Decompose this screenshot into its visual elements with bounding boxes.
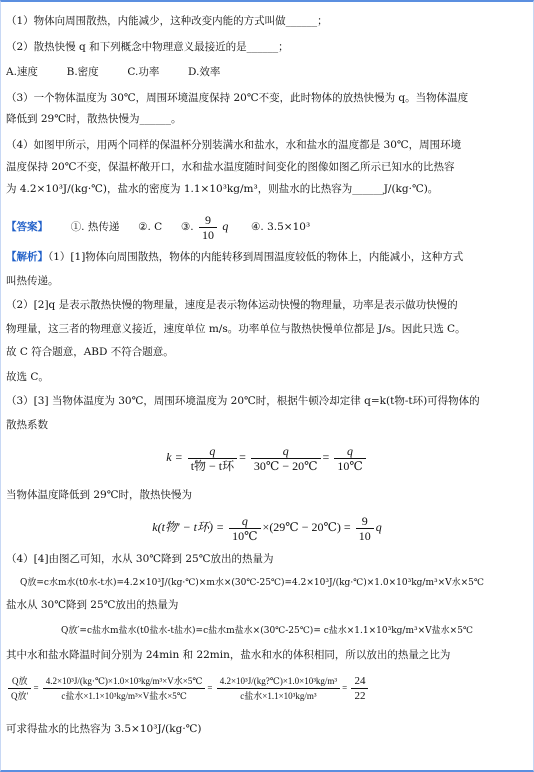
equation-rate-fraction-2 (356, 514, 374, 543)
equation-ratio-fraction-3 (217, 674, 340, 703)
analysis-2-line-3: 故 C 符合题意，ABD 不符合题意。 (6, 346, 174, 358)
analysis-1-line-1 (6, 250, 528, 264)
option-a: A.速度 (6, 66, 38, 78)
equation-ratio-fraction-1 (8, 674, 31, 703)
analysis-4-line-1: （4）[4]由图乙可知，水从 30℃降到 25℃放出的热量为 (6, 553, 274, 565)
question-2: （2）散热快慢 q 和下列概念中物理意义最接近的是______； (6, 41, 289, 53)
answer-4: ④. 3.5×10³ (251, 221, 311, 233)
fraction-numerator: 4.2×10³J/(kg·℃)×1.0×10³kg/m³×V水×5℃ (43, 674, 206, 689)
analysis-2-line-1: （2）[2]q 是表示散热快慢的物理量，速度是表示物体运动快慢的物理量，功率是表示做功快慢的 (6, 299, 458, 311)
analysis-1-line-2: 叫热传递。 (6, 275, 59, 287)
option-d: D.效率 (188, 66, 221, 78)
fraction-denominator: c盐水×1.1×10³kg/m³ (240, 691, 317, 702)
equation-k: k = $\frac{q}{\text{t物 − t环}}$ = $\frac{q}{30℃ - 20℃}$ = $\frac{q}{10℃}$ (0, 440, 534, 474)
analysis-tag: 【解析】 (6, 251, 48, 263)
analysis-4-line-2: 盐水从 30℃降到 25℃放出的热量为 (6, 599, 179, 611)
analysis-4-line-4: 可求得盐水的比热容为 3.5×10³J/(kg·℃) (6, 723, 202, 735)
equation-rate-mid: ×(29℃ − 20℃) = (262, 520, 351, 534)
answer-2: ②. C (138, 221, 163, 233)
question-4-line-2: 温度保持 20℃不变，保温杯敞开口，水和盐水温度随时间变化的图像如图乙所示已知水的比热容 (6, 161, 455, 173)
answer-3-fraction (199, 213, 217, 241)
fraction-denominator: 10 (358, 528, 371, 543)
fraction-numerator: q (188, 444, 237, 459)
equation-k-fraction-3 (334, 444, 365, 473)
question-3-line-2: 降低到 29℃时，散热快慢为______。 (6, 113, 182, 125)
fraction-numerator: 24 (351, 674, 368, 689)
answer-3-label: ③. (180, 221, 194, 233)
answer-3-variable: q (222, 219, 229, 233)
equation-k-fraction-1 (188, 444, 237, 473)
fraction-numerator: Q放 (8, 674, 31, 689)
equation-k-fraction-2 (251, 444, 321, 473)
equation-rate-lhs: k(t物′ − t环) = (152, 520, 225, 534)
equation-rate (0, 510, 534, 544)
fraction-numerator: q (229, 514, 260, 529)
equation-rate-fraction-1 (229, 514, 260, 543)
fraction-numerator: q (251, 444, 321, 459)
answer-1: ①. 热传递 (70, 221, 120, 233)
analysis-2-line-2: 物理量，这三者的物理意义接近，速度单位 m/s。功率单位与散热快慢单位都是 J/s。因此只选 C。 (6, 323, 466, 335)
fraction-denominator: c盐水×1.1×10³kg/m³×V盐水×5℃ (61, 691, 187, 702)
fraction-denominator: Q放′ (11, 691, 29, 702)
answer-3-denominator: 10 (201, 227, 214, 240)
answer-tag: 【答案】 (6, 221, 48, 233)
question-1: （1）物体向周围散热，内能减少，这种改变内能的方式叫做______； (6, 15, 328, 27)
fraction-numerator: 4.2×10³J/(kg?℃)×1.0×10³kg/m³ (217, 674, 340, 689)
option-b: B.密度 (66, 66, 99, 78)
fraction-numerator: 9 (356, 514, 374, 529)
analysis-4-equation-1: Q放=c水m水(t0水-t水)=4.2×10³J/(kg·℃)×m水×(30℃-25℃)=4.2×10³J/(kg·℃)×1.0×10³kg/m³×V水×5℃ (20, 578, 484, 588)
answer-row (6, 212, 528, 240)
fraction-denominator: 10℃ (337, 458, 363, 473)
analysis-3-line-3: 当物体温度降低到 29℃时，散热快慢为 (6, 489, 192, 501)
equation-ratio-fraction-2 (43, 674, 206, 703)
answer-3-numerator: 9 (199, 213, 217, 228)
analysis-4-line-3: 其中水和盐水降温时间分别为 24min 和 22min，盐水和水的体积相同，所以放出的热量之比为 (6, 649, 451, 661)
fraction-denominator: 30℃ − 20℃ (253, 458, 318, 473)
equation-ratio: $\frac{\text{Q放}}{\text{Q放′}}$ = $\frac{\text{4.2×10³J/(kg·℃)×1.0×10³kg/m³×V水×5℃}}{\text{c盐水×1.1×10³kg/m³×V盐水×5℃}}$ = $\frac{\text{4.2×10³J/(kg?℃)×1.0×10³kg/m³}}{\text{c盐水×1.1×10³kg/m³}}$ = $\frac{24}{22}$ (6, 670, 528, 706)
option-c: C.功率 (127, 66, 160, 78)
equation-k-lhs: k = (166, 450, 183, 464)
equation-rate-tail: q (375, 520, 382, 534)
fraction-denominator: 10℃ (232, 528, 258, 543)
analysis-3-line-2: 散热系数 (6, 419, 48, 431)
analysis-1-text: （1）[1]物体向周围散热，物体的内能转移到周围温度较低的物体上，内能减小，这种方式 (48, 251, 464, 263)
analysis-4-equation-2: Q放′=c盐水m盐水(t0盐水-t盐水)=c盐水m盐水×(30℃-25℃)= c盐水×1.1×10³kg/m³×V盐水×5℃ (61, 626, 473, 636)
analysis-2-line-4: 故选 C。 (6, 371, 49, 383)
question-3-line-1: （3）一个物体温度为 30℃，周围环境温度保持 20℃不变，此时物体的放热快慢为 q。当物体温度 (6, 92, 469, 104)
fraction-denominator: 22 (354, 690, 366, 703)
fraction-numerator: q (334, 444, 365, 459)
question-4-line-1: （4）如图甲所示，用两个同样的保温杯分别装满水和盐水，水和盐水的温度都是 30℃，周围环境 (6, 139, 462, 151)
equation-ratio-fraction-4 (351, 674, 368, 703)
fraction-denominator: t物 − t环 (190, 458, 235, 473)
analysis-3-line-1: （3）[3] 当物体温度为 30℃，周围环境温度为 20℃时，根据牛顿冷却定律 q=k(t物-t环)可得物体的 (6, 395, 480, 407)
question-4-line-3: 为 4.2×10³J/(kg·℃)，盐水的密度为 1.1×10³kg/m³，则盐水的比热容为______J/(kg·℃)。 (6, 183, 439, 195)
question-2-options (6, 65, 528, 79)
